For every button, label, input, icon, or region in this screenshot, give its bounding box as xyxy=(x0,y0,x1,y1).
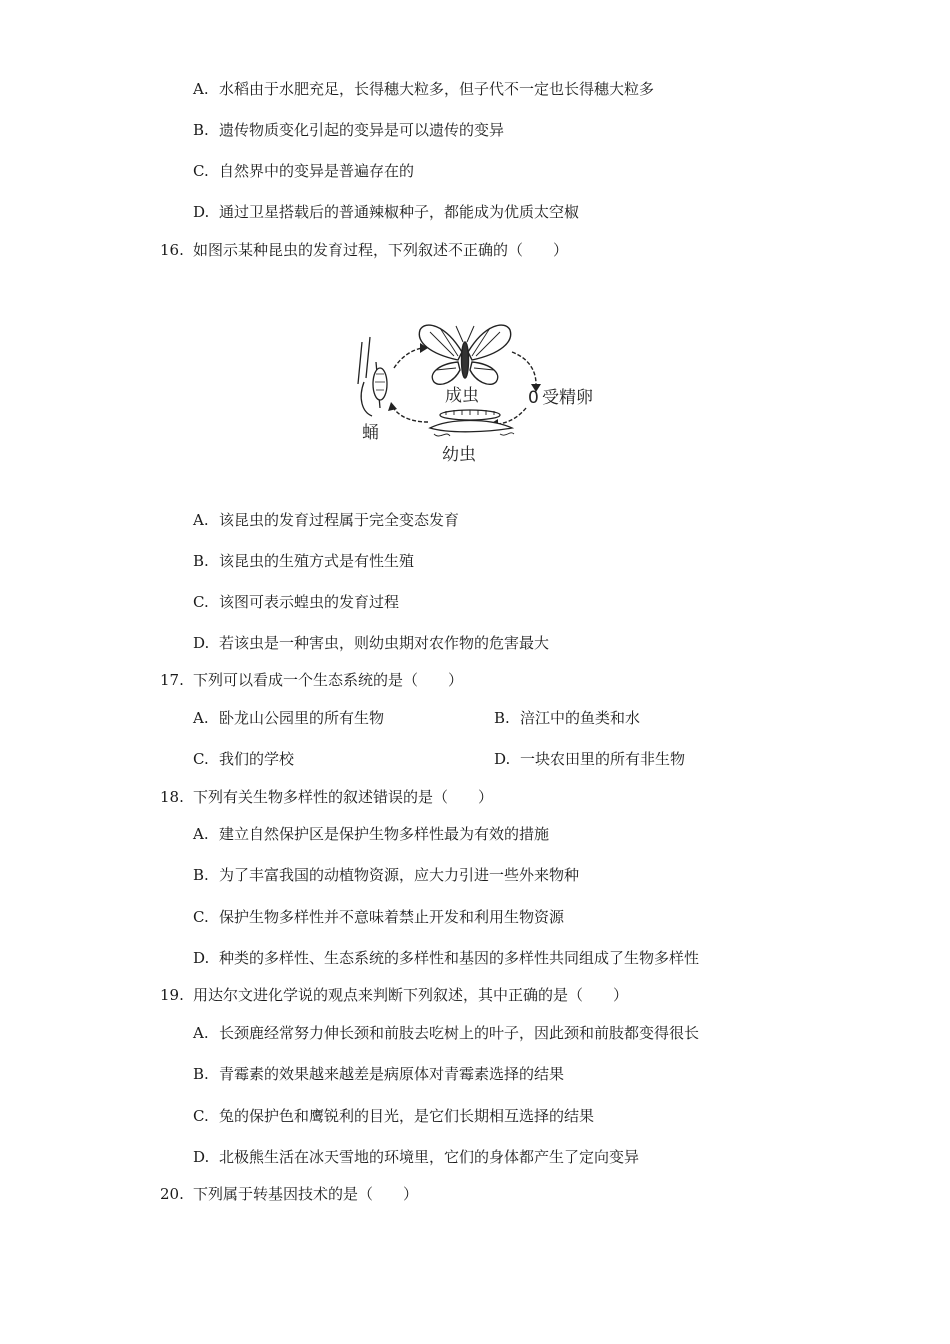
q19-option-a: A. 长颈鹿经常努力伸长颈和前肢去吃树上的叶子，因此颈和前肢都变得很长 xyxy=(193,1024,700,1042)
label-egg: 受精卵 xyxy=(542,388,593,408)
butterfly-drawing xyxy=(419,325,510,384)
q20-stem: 20. 下列属于转基因技术的是（ ） xyxy=(160,1185,419,1203)
insect-lifecycle-figure xyxy=(350,312,600,472)
egg-icon: 0 xyxy=(528,388,539,408)
q17-option-b: B. 涪江中的鱼类和水 xyxy=(494,709,641,727)
q15-option-a: A. 水稻由于水肥充足，长得穗大粒多，但子代不一定也长得穗大粒多 xyxy=(193,80,655,98)
label-larva: 幼虫 xyxy=(442,445,476,465)
q18-option-c: C. 保护生物多样性并不意味着禁止开发和利用生物资源 xyxy=(193,908,565,926)
q16-stem: 16. 如图示某种昆虫的发育过程，下列叙述不正确的（ ） xyxy=(160,241,569,259)
label-pupa: 蛹 xyxy=(362,423,379,443)
q18-stem: 18. 下列有关生物多样性的叙述错误的是（ ） xyxy=(160,788,494,806)
q16-option-d: D. 若该虫是一种害虫，则幼虫期对农作物的危害最大 xyxy=(193,634,550,652)
label-adult: 成虫 xyxy=(445,386,479,406)
q15-option-c: C. 自然界中的变异是普遍存在的 xyxy=(193,162,415,180)
q19-option-c: C. 兔的保护色和鹰锐利的目光，是它们长期相互选择的结果 xyxy=(193,1107,595,1125)
q17-option-a: A. 卧龙山公园里的所有生物 xyxy=(193,709,385,727)
q17-option-c: C. 我们的学校 xyxy=(193,750,295,768)
q16-option-a: A. 该昆虫的发育过程属于完全变态发育 xyxy=(193,511,460,529)
q15-option-b: B. 遗传物质变化引起的变异是可以遗传的变异 xyxy=(193,121,505,139)
q19-option-b: B. 青霉素的效果越来越差是病原体对青霉素选择的结果 xyxy=(193,1065,565,1083)
q19-stem: 19. 用达尔文进化学说的观点来判断下列叙述，其中正确的是（ ） xyxy=(160,986,629,1004)
q16-option-c: C. 该图可表示蝗虫的发育过程 xyxy=(193,593,400,611)
q17-option-d: D. 一块农田里的所有非生物 xyxy=(494,750,686,768)
q15-option-d: D. 通过卫星搭载后的普通辣椒种子，都能成为优质太空椒 xyxy=(193,203,580,221)
pupa-drawing xyxy=(358,337,387,416)
q16-option-b: B. 该昆虫的生殖方式是有性生殖 xyxy=(193,552,415,570)
q18-option-d: D. 种类的多样性、生态系统的多样性和基因的多样性共同组成了生物多样性 xyxy=(193,949,700,967)
q18-option-a: A. 建立自然保护区是保护生物多样性最为有效的措施 xyxy=(193,825,550,843)
larva-drawing xyxy=(430,410,514,436)
q17-stem: 17. 下列可以看成一个生态系统的是（ ） xyxy=(160,671,464,689)
q19-option-d: D. 北极熊生活在冰天雪地的环境里，它们的身体都产生了定向变异 xyxy=(193,1148,640,1166)
q18-option-b: B. 为了丰富我国的动植物资源，应大力引进一些外来物种 xyxy=(193,866,580,884)
